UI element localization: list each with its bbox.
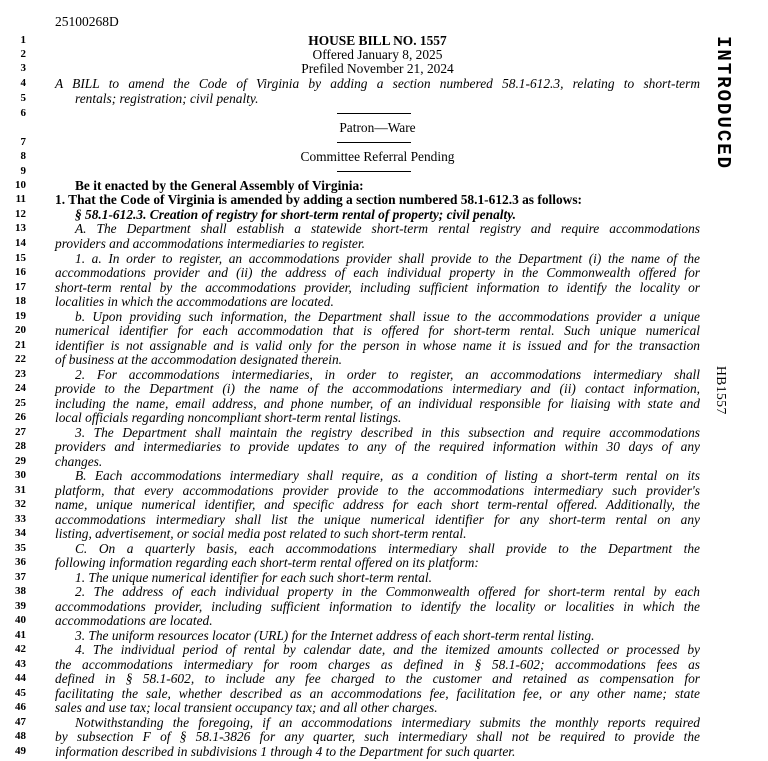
text-line xyxy=(0,207,700,222)
line-number: 20 xyxy=(15,324,26,336)
line-text: 3. The Department shall maintain the registry described in this subsection and require accommodations xyxy=(75,425,700,440)
line-text: by subsection F of § 58.1-3826 for any quarter, such intermediary shall not be required to provide the xyxy=(55,729,700,744)
text-line xyxy=(0,280,700,295)
line-text: 1. That the Code of Virginia is amended by adding a section numbered 58.1-612.3 as follows: xyxy=(55,192,582,207)
text-line xyxy=(0,439,700,454)
text-line xyxy=(0,149,700,164)
line-text: accommodations intermediary shall list the unique numerical identifier for any short-term rental on any xyxy=(55,512,700,527)
line-number: 23 xyxy=(15,368,26,380)
text-line xyxy=(0,671,700,686)
line-text: accommodations provider, including sufficient information to identify the locality or localities in which the xyxy=(55,599,700,614)
line-text: accommodations provider and (ii) the address of each individual property in the Commonwealth offered for xyxy=(55,265,700,280)
line-number: 24 xyxy=(15,382,26,394)
line-number: 39 xyxy=(15,600,26,612)
text-line xyxy=(0,526,700,541)
line-number: 3 xyxy=(20,62,26,74)
line-text: B. Each accommodations intermediary shall require, as a condition of listing a short-term rental on its xyxy=(75,468,700,483)
text-line xyxy=(0,512,700,527)
text-line xyxy=(0,700,700,715)
line-text: § 58.1-612.3. Creation of registry for short-term rental of property; civil penalty. xyxy=(75,207,516,222)
referral-rule-bottom xyxy=(337,171,411,172)
line-number: 38 xyxy=(15,585,26,597)
line-number: 41 xyxy=(15,629,26,641)
text-line xyxy=(0,236,700,251)
line-text: 1. The unique numerical identifier for each such short-term rental. xyxy=(75,570,432,585)
text-line xyxy=(0,61,700,76)
line-number: 37 xyxy=(15,571,26,583)
line-text: the accommodations intermediary for room charges as defined in § 58.1-602; accommodations fees as xyxy=(55,657,700,672)
line-text: provide to the Department (i) the name of the accommodations intermediary and (ii) contact information, xyxy=(55,381,700,396)
line-number: 32 xyxy=(15,498,26,510)
line-text: short-term rental by the accommodations provider, including sufficient information to identify the locality or xyxy=(55,280,700,295)
line-text: C. On a quarterly basis, each accommodations intermediary shall provide to the Department the xyxy=(75,541,700,556)
text-line xyxy=(0,729,700,744)
line-text: Patron—Ware xyxy=(339,120,416,135)
line-number: 9 xyxy=(20,165,26,177)
text-line xyxy=(0,642,700,657)
line-number: 1 xyxy=(20,34,26,46)
line-number: 49 xyxy=(15,745,26,757)
line-text: facilitating the sale, whether described as an accommodations fee, facilitation fee, or any other name; state xyxy=(55,686,700,701)
text-line xyxy=(0,338,700,353)
text-line xyxy=(0,584,700,599)
line-number: 11 xyxy=(15,193,26,205)
line-number: 44 xyxy=(15,672,26,684)
line-text: providers and accommodations intermediaries to register. xyxy=(55,236,365,251)
text-line xyxy=(0,294,700,309)
line-text: of business at the accommodation designated therein. xyxy=(55,352,342,367)
line-text: A BILL to amend the Code of Virginia by adding a section numbered 58.1-612.3, relating to short-term xyxy=(55,76,700,91)
text-line xyxy=(0,628,700,643)
line-text: listing, advertisement, or social media post related to such short-term rental. xyxy=(55,526,467,541)
text-line xyxy=(0,468,700,483)
text-line xyxy=(0,744,700,759)
line-text: following information regarding each short-term rental offered on its platform: xyxy=(55,555,479,570)
text-line xyxy=(0,396,700,411)
line-number: 40 xyxy=(15,614,26,626)
line-number: 5 xyxy=(20,92,26,104)
text-line xyxy=(0,497,700,512)
text-line xyxy=(0,410,700,425)
line-number: 42 xyxy=(15,643,26,655)
text-line xyxy=(0,33,700,48)
patron-rule-top xyxy=(337,113,411,114)
line-number: 35 xyxy=(15,542,26,554)
line-number: 28 xyxy=(15,440,26,452)
status-stamp: INTRODUCED xyxy=(712,36,734,171)
line-number: 27 xyxy=(15,426,26,438)
line-number: 43 xyxy=(15,658,26,670)
text-line xyxy=(0,541,700,556)
line-text: including the name, email address, and phone number, of an individual responsible for liaising with state and xyxy=(55,396,700,411)
line-text: b. Upon providing such information, the Department shall issue to the accommodations provider a unique xyxy=(75,309,700,324)
line-number: 17 xyxy=(15,281,26,293)
line-number: 34 xyxy=(15,527,26,539)
line-text: providers and intermediaries to provide updates to any of the required information within 30 days of any xyxy=(55,439,700,454)
text-line xyxy=(0,381,700,396)
line-number: 16 xyxy=(15,266,26,278)
line-text: 3. The uniform resources locator (URL) for the Internet address of each short-term rental listing. xyxy=(75,628,595,643)
line-number: 21 xyxy=(15,339,26,351)
line-number: 6 xyxy=(20,107,26,119)
line-number: 15 xyxy=(15,252,26,264)
line-text: Notwithstanding the foregoing, if an accommodations intermediary submits the monthly reports required xyxy=(75,715,700,730)
line-number: 4 xyxy=(20,77,26,89)
line-number: 48 xyxy=(15,730,26,742)
text-line xyxy=(0,715,700,730)
line-text: 2. For accommodations intermediaries, in order to register, an accommodations intermediary shall xyxy=(75,367,700,382)
line-text: 2. The address of each individual property in the Commonwealth offered for short-term rental by each xyxy=(75,584,700,599)
side-bill-number: HB1557 xyxy=(714,366,729,415)
line-number: 18 xyxy=(15,295,26,307)
line-text: numerical identifier for each accommodation that is offered for short-term rental. Such unique numerical xyxy=(55,323,700,338)
line-number: 22 xyxy=(15,353,26,365)
line-text: local officials regarding noncompliant short-term rental listings. xyxy=(55,410,402,425)
text-line xyxy=(0,657,700,672)
text-line xyxy=(0,599,700,614)
line-number: 36 xyxy=(15,556,26,568)
line-number: 30 xyxy=(15,469,26,481)
text-line xyxy=(0,613,700,628)
line-number: 47 xyxy=(15,716,26,728)
text-line xyxy=(0,352,700,367)
line-text: information described in subdivisions 1 through 4 to the Department for such quarter. xyxy=(55,744,516,759)
line-text: changes. xyxy=(55,454,103,469)
line-text: Prefiled November 21, 2024 xyxy=(301,61,454,76)
text-line xyxy=(0,309,700,324)
text-line xyxy=(0,120,700,135)
text-line xyxy=(0,178,700,193)
text-line xyxy=(0,555,700,570)
text-line xyxy=(0,570,700,585)
text-line xyxy=(0,76,700,91)
line-text: 1. a. In order to register, an accommodations provider shall provide to the Department (i) the name of the xyxy=(75,251,700,266)
line-number: 12 xyxy=(15,208,26,220)
text-line xyxy=(0,91,700,106)
line-number: 13 xyxy=(15,222,26,234)
line-text: localities in which the accommodations are located. xyxy=(55,294,334,309)
line-number: 26 xyxy=(15,411,26,423)
line-text: Offered January 8, 2025 xyxy=(312,47,443,62)
line-text: Be it enacted by the General Assembly of Virginia: xyxy=(75,178,364,193)
line-number: 45 xyxy=(15,687,26,699)
text-line xyxy=(0,192,700,207)
text-line xyxy=(0,483,700,498)
line-text: name, unique numerical identifier, and specific address for each short term-rental offered. Additionally, the xyxy=(55,497,700,512)
line-number: 33 xyxy=(15,513,26,525)
text-line xyxy=(0,425,700,440)
line-text: rentals; registration; civil penalty. xyxy=(75,91,259,106)
line-text: 4. The individual period of rental by calendar date, and the itemized amounts collected or processed by xyxy=(75,642,700,657)
text-line xyxy=(0,323,700,338)
line-text: A. The Department shall establish a statewide short-term rental registry and require accommodations xyxy=(75,221,700,236)
line-number: 46 xyxy=(15,701,26,713)
line-text: defined in § 58.1-602, to include any fee charged to the customer and retained as compensation for xyxy=(55,671,700,686)
text-line xyxy=(0,221,700,236)
document-id: 25100268D xyxy=(55,14,119,29)
line-text: identifier is not assignable and is valid only for the person in whose name it is issued and for the transaction xyxy=(55,338,700,353)
line-number: 19 xyxy=(15,310,26,322)
line-number: 31 xyxy=(15,484,26,496)
line-text: accommodations are located. xyxy=(55,613,213,628)
line-text: HOUSE BILL NO. 1557 xyxy=(308,33,447,48)
text-line xyxy=(0,47,700,62)
line-number: 8 xyxy=(20,150,26,162)
line-text: sales and use tax; local transient occupancy tax; and all other charges. xyxy=(55,700,438,715)
text-line xyxy=(0,454,700,469)
line-text: Committee Referral Pending xyxy=(300,149,455,164)
text-line xyxy=(0,686,700,701)
line-number: 10 xyxy=(15,179,26,191)
text-line xyxy=(0,367,700,382)
line-number: 7 xyxy=(20,136,26,148)
line-number: 29 xyxy=(15,455,26,467)
text-line xyxy=(0,265,700,280)
patron-rule-bottom xyxy=(337,142,411,143)
line-number: 25 xyxy=(15,397,26,409)
line-number: 14 xyxy=(15,237,26,249)
line-text: platform, that every accommodations provider provide to the accommodations intermediary such provider's xyxy=(55,483,700,498)
line-number: 2 xyxy=(20,48,26,60)
text-line xyxy=(0,251,700,266)
